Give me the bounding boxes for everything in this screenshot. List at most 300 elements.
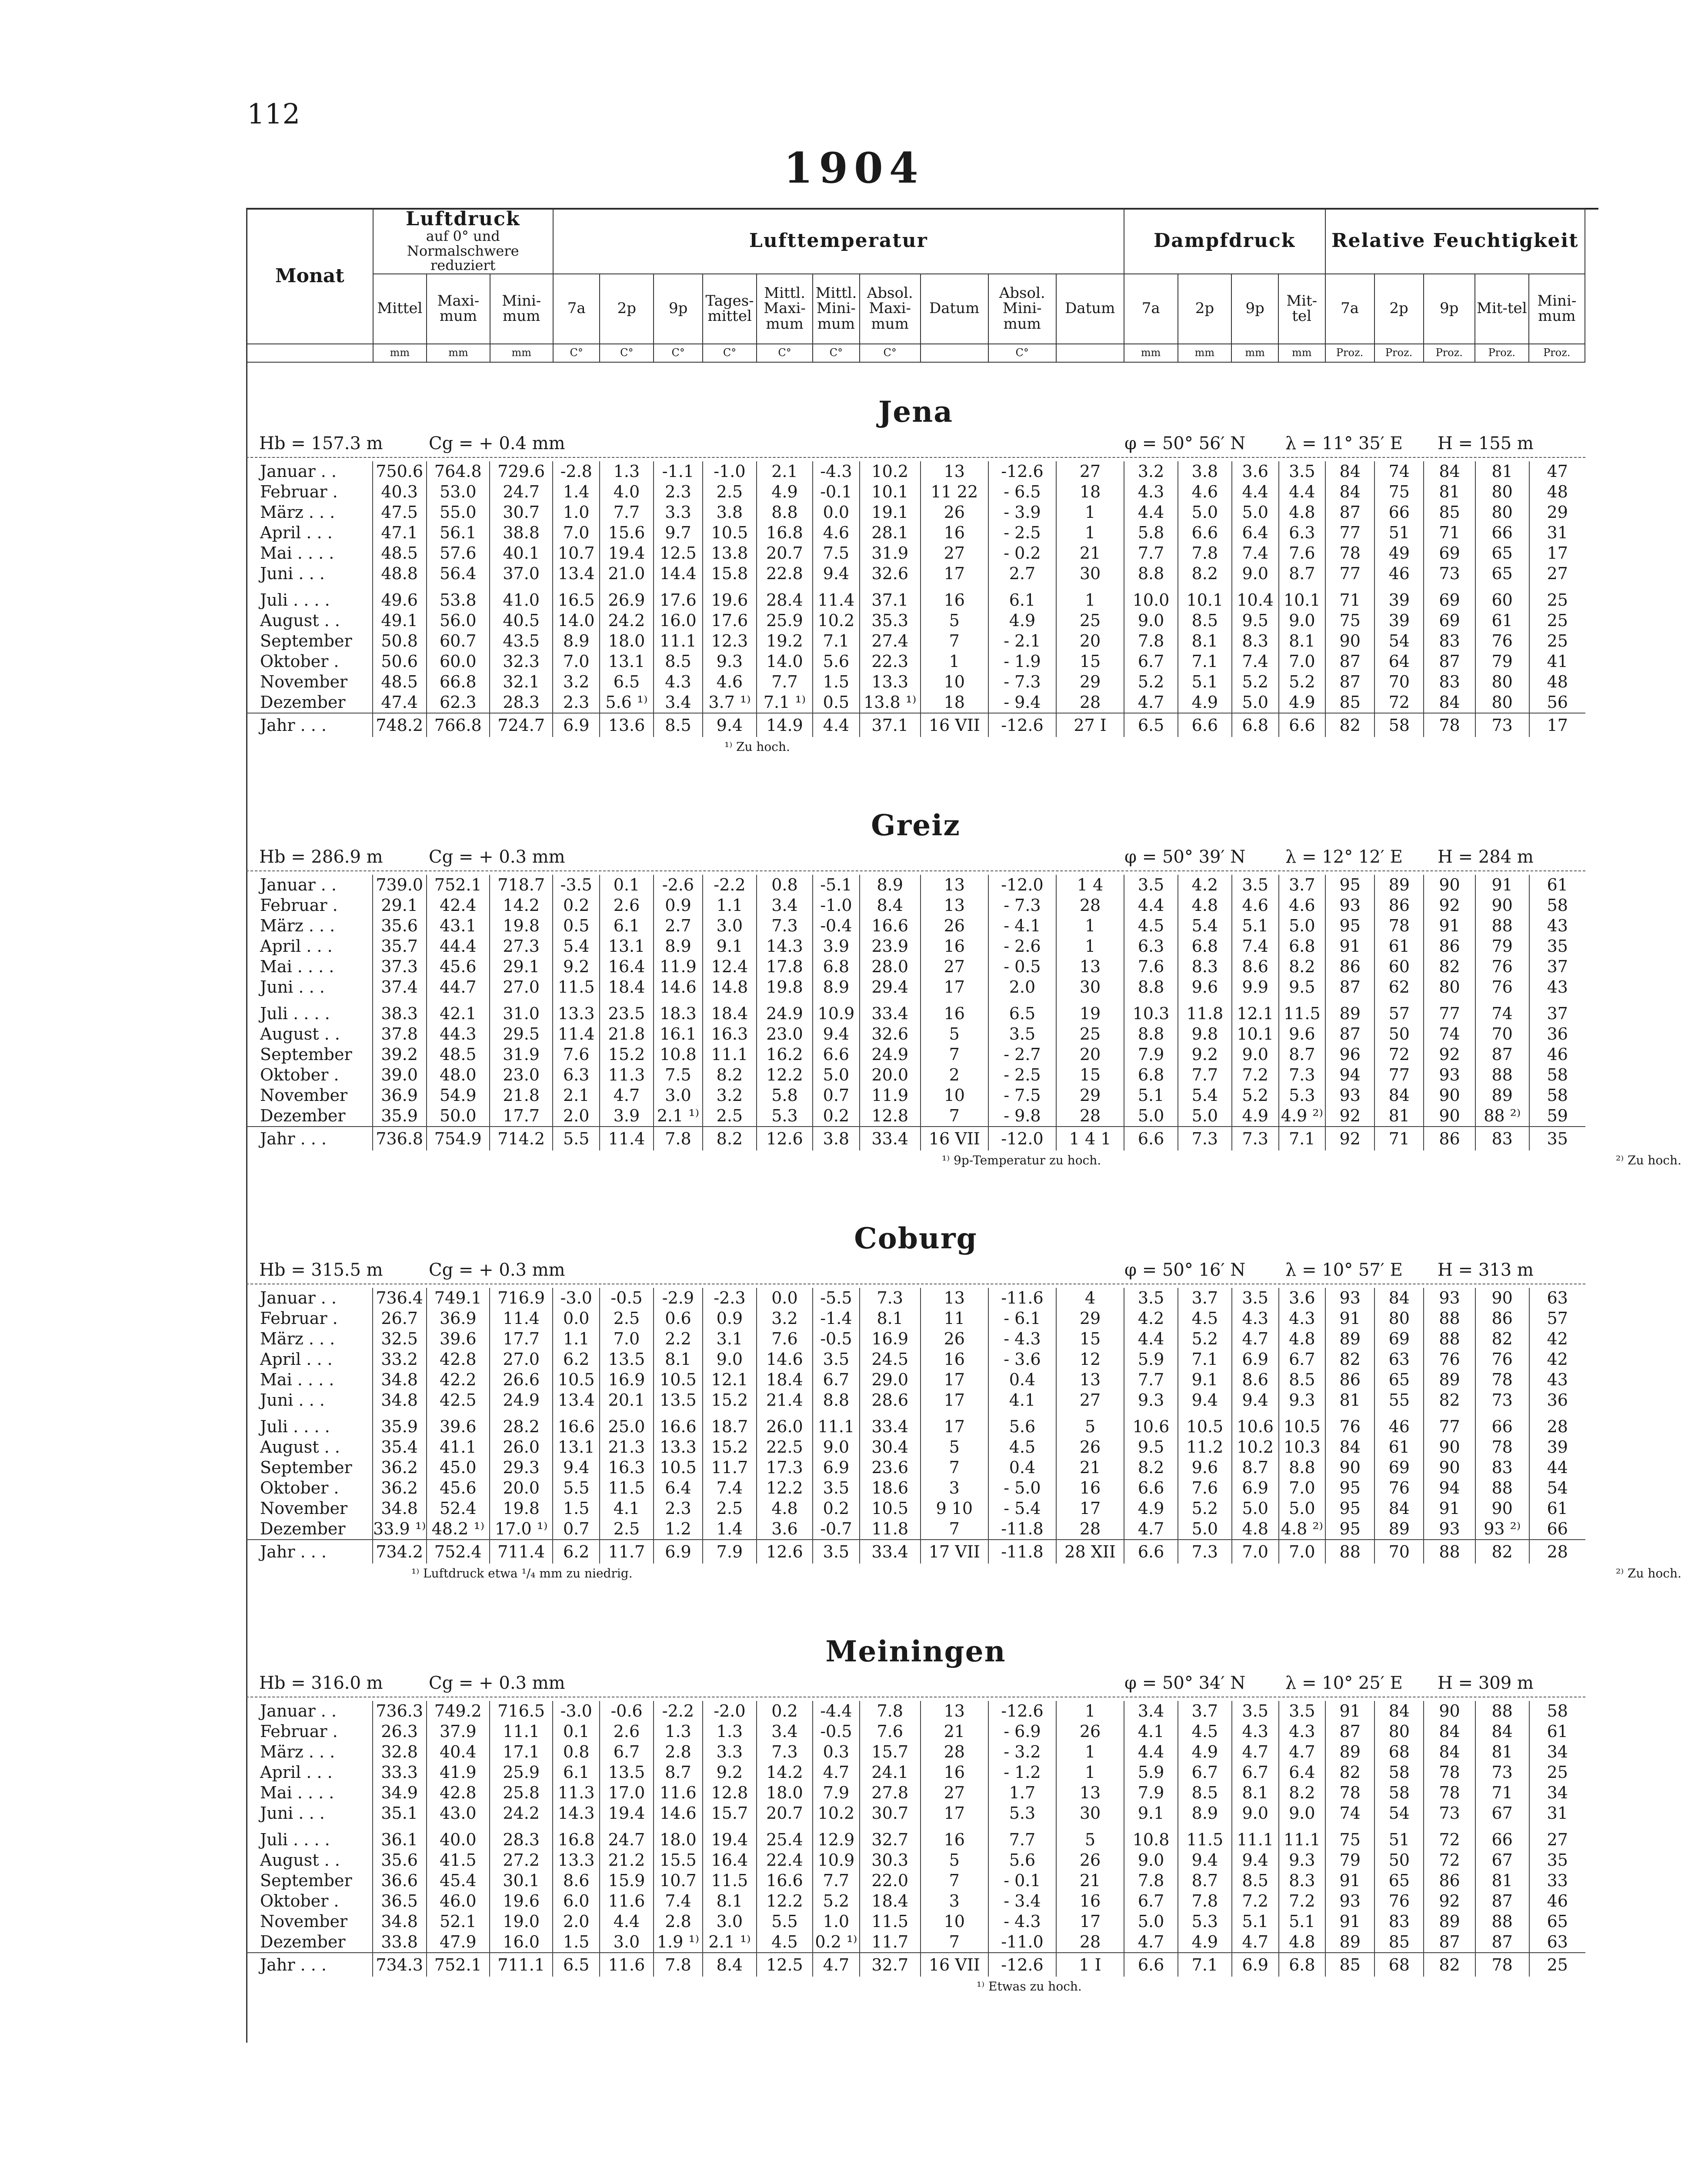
table-cell: 34.8 — [373, 1370, 427, 1390]
table-cell: 15.9 — [600, 1871, 654, 1891]
table-cell: 0.7 — [813, 1085, 860, 1106]
table-cell: 9.7 — [654, 523, 703, 543]
gap-cell — [757, 997, 813, 1004]
table-cell: 35.4 — [373, 1437, 427, 1457]
table-cell: 9.3 — [1279, 1850, 1326, 1871]
table-cell: 16.0 — [490, 1932, 553, 1953]
table-cell: 1.5 — [553, 1932, 600, 1953]
table-cell: 87 — [1325, 502, 1374, 523]
table-cell: 5.2 — [1279, 672, 1326, 692]
unit-cell: C° — [860, 344, 921, 362]
table-cell: 5.6 — [813, 651, 860, 672]
unit-cell: mm — [427, 344, 490, 362]
table-cell: 3.5 — [1232, 875, 1279, 895]
table-cell: 11.2 — [1178, 1437, 1232, 1457]
table-cell: 16.5 — [553, 590, 600, 610]
table-cell: 9.2 — [1178, 1044, 1232, 1065]
table-cell: 9.3 — [703, 651, 757, 672]
page-title: 1904 — [784, 143, 924, 193]
unit-cell — [1056, 344, 1124, 362]
table-cell: 26.9 — [600, 590, 654, 610]
table-cell: 0.6 — [654, 1308, 703, 1329]
table-cell: 4.7 — [1124, 1932, 1178, 1953]
table-cell: 10.4 — [1232, 590, 1279, 610]
table-cell: März . . . — [260, 916, 335, 935]
table-cell: 86 — [1325, 957, 1374, 977]
table-cell: 11.5 — [553, 977, 600, 997]
table-cell: 3.5 — [1124, 1288, 1178, 1308]
table-cell: 11 — [921, 1308, 988, 1329]
table-cell: 11.5 — [1178, 1830, 1232, 1850]
table-cell: 7.7 — [813, 1871, 860, 1891]
gap-cell — [427, 1824, 490, 1830]
gravity-correction: Cg = + 0.4 mm — [429, 433, 565, 453]
table-cell: 50.6 — [373, 651, 427, 672]
table-cell: 17.1 — [490, 1742, 553, 1762]
table-cell: 16.8 — [553, 1830, 600, 1850]
table-cell: 4.1 — [600, 1498, 654, 1519]
table-cell: 45.6 — [427, 1478, 490, 1498]
gap-cell — [427, 1410, 490, 1417]
table-cell: 14.0 — [757, 651, 813, 672]
table-cell: 6.8 — [813, 957, 860, 977]
col-header: Maxi-mum — [427, 274, 490, 344]
table-cell: 16.6 — [654, 1417, 703, 1437]
latitude: φ = 50° 56′ N — [1124, 433, 1246, 453]
table-cell: 18.0 — [757, 1783, 813, 1803]
table-cell: September — [260, 631, 352, 650]
gap-cell — [553, 997, 600, 1004]
table-cell: 93 ²⁾ — [1475, 1519, 1529, 1540]
table-cell: 11.6 — [600, 1953, 654, 1977]
table-cell: 14.6 — [654, 1803, 703, 1824]
table-cell: 8.5 — [1279, 1370, 1326, 1390]
station-height: H = 155 m — [1438, 433, 1534, 453]
table-cell: 95 — [1325, 1519, 1374, 1540]
table-cell: 3 — [921, 1478, 988, 1498]
table-cell: 10 — [921, 1911, 988, 1932]
table-cell: 0.2 — [813, 1106, 860, 1127]
col-header: 9p — [654, 274, 703, 344]
table-cell: 7.3 — [757, 916, 813, 936]
table-cell: 82 — [1475, 1329, 1529, 1349]
table-cell: 71 — [1325, 590, 1374, 610]
table-cell: 78 — [1475, 1370, 1529, 1390]
table-cell: 2.7 — [654, 916, 703, 936]
table-cell: März . . . — [260, 503, 335, 522]
table-cell: 739.0 — [373, 875, 427, 895]
table-cell: 42.4 — [427, 895, 490, 916]
table-cell: 1 — [1056, 1742, 1124, 1762]
table-cell: 7.7 — [600, 502, 654, 523]
table-cell: 93 — [1325, 1288, 1374, 1308]
table-cell: 6.8 — [1232, 713, 1279, 737]
table-cell: 4.7 — [813, 1953, 860, 1977]
table-cell: -3.0 — [553, 1701, 600, 1721]
table-cell: 7.1 — [1178, 651, 1232, 672]
table-cell: 8.2 — [703, 1065, 757, 1085]
table-cell: 6.6 — [1279, 713, 1326, 737]
table-cell: 11.6 — [654, 1783, 703, 1803]
table-cell: 24.2 — [490, 1803, 553, 1824]
table-cell: 4.3 — [1279, 1308, 1326, 1329]
gap-cell — [703, 1410, 757, 1417]
table-cell: 42.1 — [427, 1004, 490, 1024]
table-cell: 7.4 — [703, 1478, 757, 1498]
table-cell: -2.6 — [654, 875, 703, 895]
col-header: Mini-mum — [1529, 274, 1585, 344]
table-cell: 9.4 — [703, 713, 757, 737]
table-cell: 10.9 — [813, 1850, 860, 1871]
table-cell: 82 — [1424, 1390, 1475, 1410]
table-cell: 6.6 — [1124, 1953, 1178, 1977]
station-table — [246, 461, 1585, 737]
table-cell: 3.2 — [1124, 461, 1178, 482]
gap-cell — [1424, 997, 1475, 1004]
table-cell: 19 — [1056, 1004, 1124, 1024]
table-cell: 12.1 — [1232, 1004, 1279, 1024]
table-cell: 10.0 — [1124, 590, 1178, 610]
table-cell: 6.6 — [1124, 1127, 1178, 1150]
table-cell: - 0.1 — [988, 1871, 1056, 1891]
footnotes — [246, 1564, 1681, 1584]
table-row — [246, 1762, 1585, 1783]
table-cell: 10.7 — [553, 543, 600, 564]
table-cell: 2.7 — [988, 564, 1056, 584]
table-row — [246, 895, 1585, 916]
gap-cell — [703, 997, 757, 1004]
table-cell: 67 — [1475, 1803, 1529, 1824]
table-cell: 91 — [1424, 916, 1475, 936]
table-cell: 69 — [1424, 590, 1475, 610]
table-cell: 49 — [1374, 543, 1424, 564]
table-cell: 80 — [1475, 692, 1529, 713]
table-cell: 4.4 — [813, 713, 860, 737]
footnote: ¹⁾ Zu hoch. — [724, 740, 790, 754]
station-section — [246, 393, 1585, 757]
table-cell: 28 — [1529, 1540, 1585, 1564]
gap-cell — [703, 584, 757, 590]
table-cell: 12 — [1056, 1349, 1124, 1370]
station-meta — [246, 430, 1585, 458]
table-cell: 69 — [1374, 1329, 1424, 1349]
table-cell: 27.4 — [860, 631, 921, 651]
col-header: Mit-tel — [1475, 274, 1529, 344]
gap-cell — [1374, 584, 1424, 590]
table-cell: 89 — [1325, 1329, 1374, 1349]
table-cell: 11.1 — [654, 631, 703, 651]
table-cell: 7.9 — [1124, 1783, 1178, 1803]
table-cell: 17.0 — [600, 1783, 654, 1803]
table-cell: 4.7 — [1232, 1742, 1279, 1762]
gap-cell — [1279, 997, 1326, 1004]
table-cell: 23.0 — [757, 1024, 813, 1044]
table-cell: 11.9 — [654, 957, 703, 977]
table-cell: 3.7 — [1178, 1288, 1232, 1308]
table-cell: 1.4 — [553, 482, 600, 502]
table-cell: 11.8 — [1178, 1004, 1232, 1024]
gap-cell — [1325, 997, 1374, 1004]
table-cell: 25.8 — [490, 1783, 553, 1803]
table-cell: 36 — [1529, 1024, 1585, 1044]
gravity-correction: Cg = + 0.3 mm — [429, 847, 565, 867]
table-cell: 48.2 ¹⁾ — [427, 1519, 490, 1540]
table-cell: 88 — [1475, 1478, 1529, 1498]
footnote: ²⁾ Zu hoch. — [1616, 1566, 1681, 1580]
table-cell: 35 — [1529, 936, 1585, 957]
table-cell: 81 — [1325, 1390, 1374, 1410]
gap-cell — [373, 1410, 427, 1417]
table-cell: -1.0 — [703, 461, 757, 482]
table-cell: Januar . . — [260, 462, 337, 481]
table-cell: 75 — [1325, 610, 1374, 631]
table-cell: 66 — [1475, 1830, 1529, 1850]
table-cell: 16 — [921, 1349, 988, 1370]
table-row — [246, 651, 1585, 672]
table-cell: 93 — [1325, 1085, 1374, 1106]
table-cell: 10.5 — [654, 1457, 703, 1478]
table-cell: 716.9 — [490, 1288, 553, 1308]
col-header: Mittel — [373, 274, 427, 344]
table-cell: 4.9 — [1279, 692, 1326, 713]
table-cell: 37.4 — [373, 977, 427, 997]
gap-cell — [373, 584, 427, 590]
table-cell: 11.1 — [703, 1044, 757, 1065]
table-cell: 18.4 — [860, 1891, 921, 1911]
table-cell: 12.2 — [757, 1065, 813, 1085]
footnotes — [246, 1977, 1585, 1997]
table-cell: 8.2 — [703, 1127, 757, 1150]
table-cell: 9.8 — [1178, 1024, 1232, 1044]
table-cell: April . . . — [260, 523, 333, 542]
table-cell: 18.0 — [654, 1830, 703, 1850]
station-table — [246, 1288, 1585, 1564]
table-cell: 13 — [921, 895, 988, 916]
table-row — [246, 1850, 1585, 1871]
table-cell: 32.1 — [490, 672, 553, 692]
table-cell: 7.1 — [1178, 1953, 1232, 1977]
table-cell: 4.6 — [813, 523, 860, 543]
gap-cell — [1279, 1824, 1326, 1830]
table-cell: 29.1 — [490, 957, 553, 977]
table-cell: 8.6 — [553, 1871, 600, 1891]
longitude: λ = 11° 35′ E — [1285, 433, 1403, 453]
gap-cell — [1475, 1410, 1529, 1417]
table-cell: 3.6 — [1279, 1288, 1326, 1308]
table-cell: Jahr . . . — [246, 1540, 373, 1564]
table-cell: 89 — [1325, 1742, 1374, 1762]
table-cell: 9.6 — [1178, 977, 1232, 997]
table-cell: 20.7 — [757, 543, 813, 564]
table-cell: 11.4 — [553, 1024, 600, 1044]
table-cell: 37 — [1529, 1004, 1585, 1024]
table-cell: 3.5 — [1232, 1701, 1279, 1721]
table-cell: 5.1 — [1124, 1085, 1178, 1106]
table-cell: 5.9 — [1124, 1762, 1178, 1783]
table-cell: 3.7 ¹⁾ — [703, 692, 757, 713]
table-cell: 12.8 — [703, 1783, 757, 1803]
table-cell: 7.0 — [1279, 1540, 1326, 1564]
table-cell: 88 — [1424, 1329, 1475, 1349]
table-cell: 87 — [1424, 1932, 1475, 1953]
station-name: Greiz — [871, 808, 961, 842]
table-cell: 45.0 — [427, 1457, 490, 1478]
table-cell: 91 — [1325, 1871, 1374, 1891]
header-luftdruck-title: Luftdruck — [406, 207, 520, 230]
table-cell: 5 — [921, 1437, 988, 1457]
unit-cell: Proz. — [1325, 344, 1374, 362]
table-cell: Februar . — [260, 482, 338, 501]
table-cell: 8.6 — [1232, 1370, 1279, 1390]
table-cell: 13 — [921, 875, 988, 895]
table-cell: 33.4 — [860, 1417, 921, 1437]
table-cell: 5.8 — [1124, 523, 1178, 543]
table-cell: 72 — [1374, 692, 1424, 713]
table-cell: 44.3 — [427, 1024, 490, 1044]
gap-cell — [1232, 1824, 1279, 1830]
table-cell: 6.9 — [1232, 1478, 1279, 1498]
gap-cell — [860, 1824, 921, 1830]
gap-cell — [1424, 1824, 1475, 1830]
table-cell: 7.0 — [553, 523, 600, 543]
table-cell: 41.1 — [427, 1437, 490, 1457]
table-cell: 10.2 — [860, 461, 921, 482]
table-cell: 63 — [1374, 1349, 1424, 1370]
table-cell: 43.5 — [490, 631, 553, 651]
table-cell: 84 — [1374, 1701, 1424, 1721]
table-cell: 86 — [1424, 1871, 1475, 1891]
table-cell: 1.2 — [654, 1519, 703, 1540]
table-cell: 11.1 — [1232, 1830, 1279, 1850]
table-cell: 24.7 — [490, 482, 553, 502]
table-cell: 66 — [1475, 1417, 1529, 1437]
table-cell: 4.4 — [1279, 482, 1326, 502]
table-cell: 10 — [921, 1085, 988, 1106]
table-cell: -2.3 — [703, 1288, 757, 1308]
table-cell: 5.5 — [757, 1911, 813, 1932]
table-cell: - 5.4 — [988, 1498, 1056, 1519]
table-cell: 749.2 — [427, 1701, 490, 1721]
table-cell: Juli . . . . — [260, 1830, 330, 1849]
table-cell: 65 — [1475, 564, 1529, 584]
table-cell: 3.6 — [757, 1519, 813, 1540]
table-cell: -0.6 — [600, 1701, 654, 1721]
table-cell: 9.4 — [1178, 1390, 1232, 1410]
table-cell: 89 — [1325, 1004, 1374, 1024]
table-cell: -5.1 — [813, 875, 860, 895]
table-cell: 76 — [1424, 1349, 1475, 1370]
table-cell: 1 — [1056, 916, 1124, 936]
table-cell: - 9.8 — [988, 1106, 1056, 1127]
table-cell: 71 — [1374, 1127, 1424, 1150]
unit-cell: C° — [703, 344, 757, 362]
table-cell: 91 — [1325, 1308, 1374, 1329]
table-cell: 10.5 — [860, 1498, 921, 1519]
table-cell: - 2.5 — [988, 1065, 1056, 1085]
table-cell: 3.5 — [1232, 1288, 1279, 1308]
table-cell: 92 — [1424, 895, 1475, 916]
table-cell: 93 — [1325, 1891, 1374, 1911]
table-cell: 84 — [1325, 1437, 1374, 1457]
gap-cell — [1178, 997, 1232, 1004]
table-cell: 8.5 — [1232, 1871, 1279, 1891]
table-cell: 35.9 — [373, 1106, 427, 1127]
table-cell: 28 — [1056, 1519, 1124, 1540]
table-cell: 7.8 — [860, 1701, 921, 1721]
table-cell: 32.3 — [490, 651, 553, 672]
table-cell: 71 — [1424, 523, 1475, 543]
table-cell: 9.0 — [1232, 564, 1279, 584]
table-cell: 8.1 — [703, 1891, 757, 1911]
table-cell: 46 — [1529, 1891, 1585, 1911]
table-cell: 94 — [1325, 1065, 1374, 1085]
latitude: φ = 50° 16′ N — [1124, 1260, 1246, 1280]
table-cell: 8.8 — [1124, 564, 1178, 584]
table-cell: 18.4 — [757, 1370, 813, 1390]
table-cell: Juni . . . — [260, 977, 325, 997]
station-table — [246, 875, 1585, 1150]
table-cell: 26 — [921, 916, 988, 936]
table-cell: 3.2 — [703, 1085, 757, 1106]
unit-cell: mm — [373, 344, 427, 362]
table-cell: 724.7 — [490, 713, 553, 737]
col-header: Mittl. Mini-mum — [813, 274, 860, 344]
table-cell: 33 — [1529, 1871, 1585, 1891]
table-cell: 12.8 — [860, 1106, 921, 1127]
table-cell: 27 — [1056, 1390, 1124, 1410]
table-cell: 8.3 — [1232, 631, 1279, 651]
table-cell: Mai . . . . — [260, 957, 334, 976]
table-cell: 6.1 — [553, 1762, 600, 1783]
table-row — [246, 957, 1585, 977]
table-cell: 7 — [921, 1457, 988, 1478]
table-cell: 13.6 — [600, 713, 654, 737]
table-cell: 6.0 — [553, 1891, 600, 1911]
gap-cell — [1056, 584, 1124, 590]
table-cell: 6.5 — [553, 1953, 600, 1977]
gap-cell — [813, 584, 860, 590]
table-cell: 74 — [1374, 461, 1424, 482]
table-cell: 19.1 — [860, 502, 921, 523]
table-cell: 5.3 — [1178, 1911, 1232, 1932]
table-cell: 78 — [1374, 916, 1424, 936]
table-cell: 3.5 — [1124, 875, 1178, 895]
table-cell: 2.5 — [600, 1308, 654, 1329]
table-cell: 6.7 — [813, 1370, 860, 1390]
table-cell: 20.7 — [757, 1803, 813, 1824]
gap-cell — [654, 1824, 703, 1830]
table-row — [246, 1742, 1585, 1762]
table-cell: 16 VII — [921, 1953, 988, 1977]
height-barometer: Hb = 315.5 m — [259, 1260, 383, 1280]
table-cell: 5.6 ¹⁾ — [600, 692, 654, 713]
table-cell: 5.0 — [1279, 916, 1326, 936]
table-cell: 91 — [1475, 875, 1529, 895]
table-cell: August . . — [260, 611, 340, 630]
table-cell: 50.0 — [427, 1106, 490, 1127]
table-cell: 54.9 — [427, 1085, 490, 1106]
table-cell: 9.1 — [1178, 1370, 1232, 1390]
table-row — [246, 1457, 1585, 1478]
table-cell: 8.9 — [654, 936, 703, 957]
table-cell: 17 — [921, 977, 988, 997]
gap-cell — [1124, 997, 1178, 1004]
table-cell: 67 — [1475, 1850, 1529, 1871]
table-cell: 76 — [1374, 1891, 1424, 1911]
table-cell: 92 — [1424, 1891, 1475, 1911]
table-cell: 16.2 — [757, 1044, 813, 1065]
table-cell: 9.3 — [1124, 1390, 1178, 1410]
